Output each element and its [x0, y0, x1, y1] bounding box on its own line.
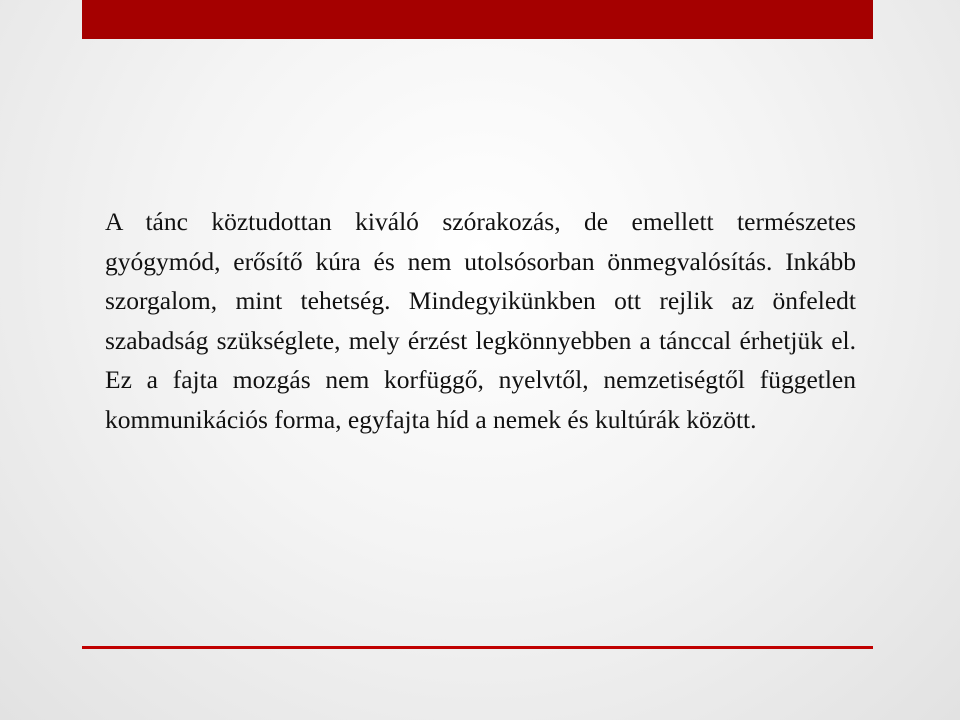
- top-accent-bar: [82, 0, 873, 39]
- slide-body-text: A tánc köztudottan kiváló szórakozás, de emellett természetes gyógymód, erősítő kúra és nem utolsósorban önmegvalósítás. Inkább szorgalom, mint tehetség. Mindegyikünkben ott rejlik az önfeledt szabadság szükséglete, mely érzést legkönnyebben a tánccal érhetjük el. Ez a fajta mozgás nem korfüggő, nyelvtől, nemzetiségtől független kommunikációs forma, egyfajta híd a nemek és kultúrák között.: [105, 207, 856, 434]
- bottom-divider-line: [82, 646, 873, 649]
